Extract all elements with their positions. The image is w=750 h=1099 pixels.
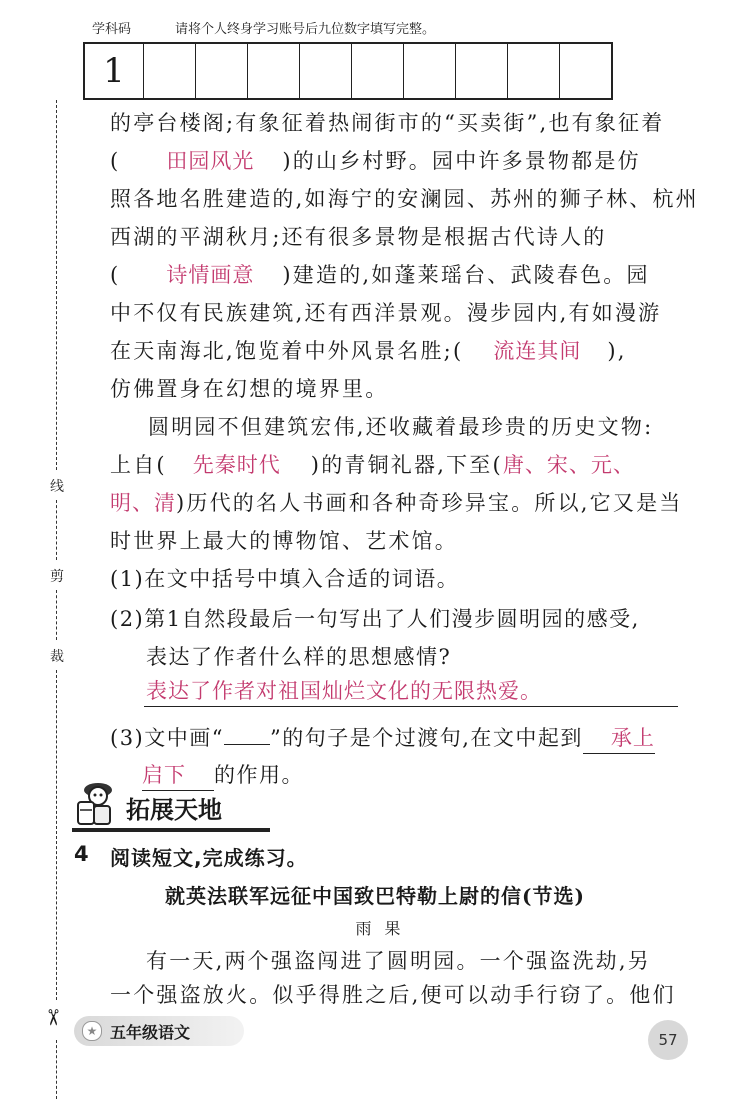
passage-line: 明、清)历代的名人书画和各种奇珍异宝。所以,它又是当 — [110, 491, 683, 515]
account-code-boxes — [83, 42, 613, 100]
answer-text: 先秦时代 — [192, 453, 281, 477]
passage-line: 仿佛置身在幻想的境界里。 — [110, 377, 389, 401]
page-number-badge — [648, 1020, 688, 1060]
item-instruction: 阅读短文,完成练习。 — [110, 846, 308, 870]
section-underline — [72, 828, 270, 832]
article-title: 就英法联军远征中国致巴特勒上尉的信(节选) — [165, 884, 585, 908]
passage-line: 西湖的平湖秋月;还有很多景物是根据古代诗人的 — [110, 225, 607, 249]
cut-line-dash — [56, 500, 57, 560]
code-digit-box[interactable] — [195, 44, 247, 98]
passage-line: 照各地名胜建造的,如海宁的安澜园、苏州的狮子林、杭州 — [110, 187, 699, 211]
answer-text: 启下 — [142, 763, 186, 787]
code-digit-box[interactable] — [507, 44, 559, 98]
passage-line: ( 田园风光 )的山乡村野。园中许多景物都是仿 — [110, 149, 641, 173]
cut-line-label: 剪 — [50, 569, 64, 585]
cut-line-label: 线 — [50, 479, 64, 495]
subject-code-label: 学科码 — [92, 22, 132, 37]
page-number: 57 — [658, 1031, 678, 1049]
answer-text: 唐、宋、元、 — [502, 453, 635, 477]
footer-book-label: ★ 五年级语文 — [74, 1016, 244, 1046]
star-icon: ★ — [82, 1021, 102, 1041]
account-instruction: 请将个人终身学习账号后九位数字填写完整。 — [175, 22, 436, 37]
code-digit-box[interactable]: 1 — [103, 51, 125, 91]
article-paragraph: 有一天,两个强盗闯进了圆明园。一个强盗洗劫,另 — [146, 949, 651, 973]
passage-line: 的亭台楼阁;有象征着热闹街市的“买卖街”,也有象征着 — [110, 111, 665, 135]
question-2-cont: 表达了作者什么样的思想感情? — [146, 645, 452, 669]
answer-text: 承上 — [610, 726, 655, 750]
answer-text: 诗情画意 — [166, 263, 255, 287]
cut-line-dash — [56, 670, 57, 1000]
code-digit-box[interactable] — [351, 44, 403, 98]
answer-underline — [144, 706, 678, 707]
question-2: (2)第1自然段最后一句写出了人们漫步圆明园的感受, — [110, 607, 640, 631]
article-paragraph: 一个强盗放火。似乎得胜之后,便可以动手行窃了。他们 — [110, 983, 676, 1007]
passage-line: 上自( 先秦时代 )的青铜礼器,下至(唐、宋、元、 — [110, 453, 635, 477]
cut-line-dash — [56, 100, 57, 470]
passage-line: ( 诗情画意 )建造的,如蓬莱瑶台、武陵春色。园 — [110, 263, 650, 287]
question-3-cont: 启下 的作用。 — [142, 760, 304, 791]
section-title: 拓展天地 — [126, 796, 222, 824]
question-3: (3)文中画“ ”的句子是个过渡句,在文中起到 承上 — [110, 722, 655, 754]
cut-line-label: 裁 — [50, 649, 64, 665]
code-digit-box[interactable] — [247, 44, 299, 98]
cut-line-dash — [56, 1040, 57, 1099]
answer-text: 流连其间 — [493, 339, 582, 363]
passage-line: 在天南海北,饱览着中外风景名胜;( 流连其间 ), — [110, 339, 627, 363]
blank-underline — [224, 722, 270, 745]
explorer-mascot-icon — [70, 776, 122, 828]
passage-line: 中不仅有民族建筑,还有西洋景观。漫步园内,有如漫游 — [110, 301, 662, 325]
passage-line: 圆明园不但建筑宏伟,还收藏着最珍贵的历史文物: — [148, 415, 654, 439]
passage-line: 时世界上最大的博物馆、艺术馆。 — [110, 529, 458, 553]
code-digit-box[interactable] — [403, 44, 455, 98]
code-digit-box[interactable] — [143, 44, 195, 98]
answer-text: 明、清 — [110, 491, 176, 515]
code-digit-box[interactable] — [455, 44, 507, 98]
code-digit-box[interactable] — [299, 44, 351, 98]
item-number: 4 — [74, 842, 89, 866]
cut-line-dash — [56, 590, 57, 640]
question-2-answer: 表达了作者对祖国灿烂文化的无限热爱。 — [146, 679, 542, 703]
code-digit-box[interactable] — [559, 44, 611, 98]
article-author: 雨 果 — [355, 919, 405, 938]
answer-text: 田园风光 — [166, 149, 255, 173]
scissors-icon: ✂ — [39, 1008, 65, 1027]
question-1: (1)在文中括号中填入合适的词语。 — [110, 567, 460, 591]
